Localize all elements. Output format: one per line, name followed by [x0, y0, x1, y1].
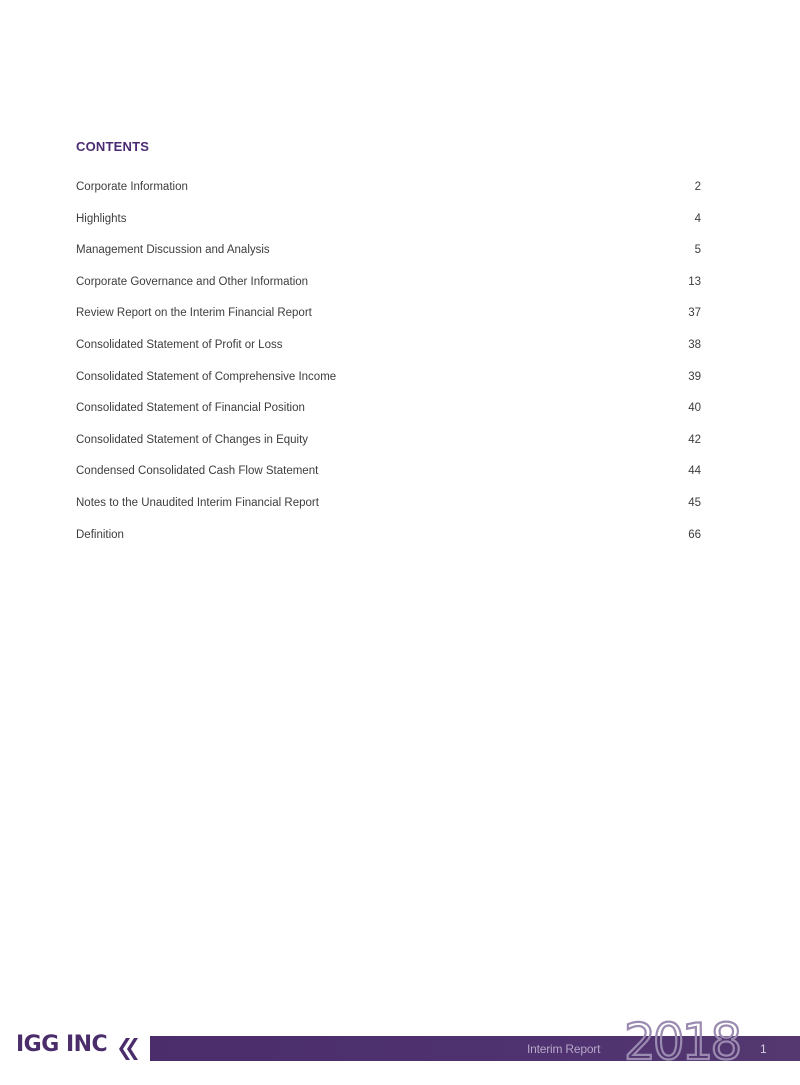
toc-entry[interactable] [76, 526, 701, 558]
toc-entry-title: Consolidated Statement of Financial Position [76, 402, 305, 415]
toc-entry-page: 2 [694, 181, 701, 193]
toc-entry[interactable] [76, 462, 701, 494]
toc-entry-title: Review Report on the Interim Financial Report [76, 307, 312, 320]
report-year [622, 1010, 752, 1066]
toc-entry[interactable] [76, 210, 701, 242]
toc-entry-page: 4 [694, 212, 701, 225]
report-year-text: 2018 [624, 1013, 740, 1066]
toc-entry-page: 38 [688, 338, 701, 351]
toc-entry[interactable] [76, 494, 701, 526]
toc-entry[interactable] [76, 431, 701, 463]
toc-entry-title: Management Discussion and Analysis [76, 244, 270, 257]
toc-entry[interactable] [76, 241, 701, 273]
toc-entry-title: Consolidated Statement of Changes in Equity [76, 433, 309, 446]
table-of-contents [76, 178, 701, 557]
toc-entry-title: Highlights [76, 212, 127, 225]
toc-entry-title: Definition [76, 528, 124, 541]
toc-entry[interactable] [76, 336, 701, 368]
toc-entry-page: 66 [688, 528, 701, 541]
toc-entry[interactable] [76, 273, 701, 305]
toc-entry[interactable] [76, 178, 701, 210]
double-chevron-left-icon [115, 1037, 139, 1061]
toc-entry-title: Consolidated Statement of Profit or Loss [76, 338, 283, 351]
toc-entry-page: 39 [688, 370, 701, 383]
toc-entry-title: Corporate Information [76, 181, 188, 193]
toc-entry-title: Consolidated Statement of Comprehensive Income [76, 370, 337, 383]
toc-entry-page: 5 [694, 244, 701, 257]
toc-entry-title: Notes to the Unaudited Interim Financial Report [76, 496, 319, 509]
toc-entry-page: 42 [688, 433, 701, 446]
toc-entry-page: 37 [688, 307, 701, 320]
contents-heading: CONTENTS [76, 139, 150, 154]
page-number: 1 [760, 1042, 767, 1056]
toc-entry-page: 13 [688, 275, 701, 288]
page-footer [0, 1002, 800, 1085]
toc-entry-title: Condensed Consolidated Cash Flow Statement [76, 465, 319, 478]
toc-entry-page: 40 [688, 402, 701, 415]
company-logo-text: IGG INC [16, 1032, 108, 1057]
report-type-label: Interim Report [527, 1042, 601, 1056]
toc-entry-page: 45 [688, 496, 701, 509]
toc-entry[interactable] [76, 304, 701, 336]
toc-entry-title: Corporate Governance and Other Information [76, 275, 309, 288]
toc-entry[interactable] [76, 368, 701, 400]
toc-entry-page: 44 [688, 465, 701, 478]
toc-entry[interactable] [76, 399, 701, 431]
